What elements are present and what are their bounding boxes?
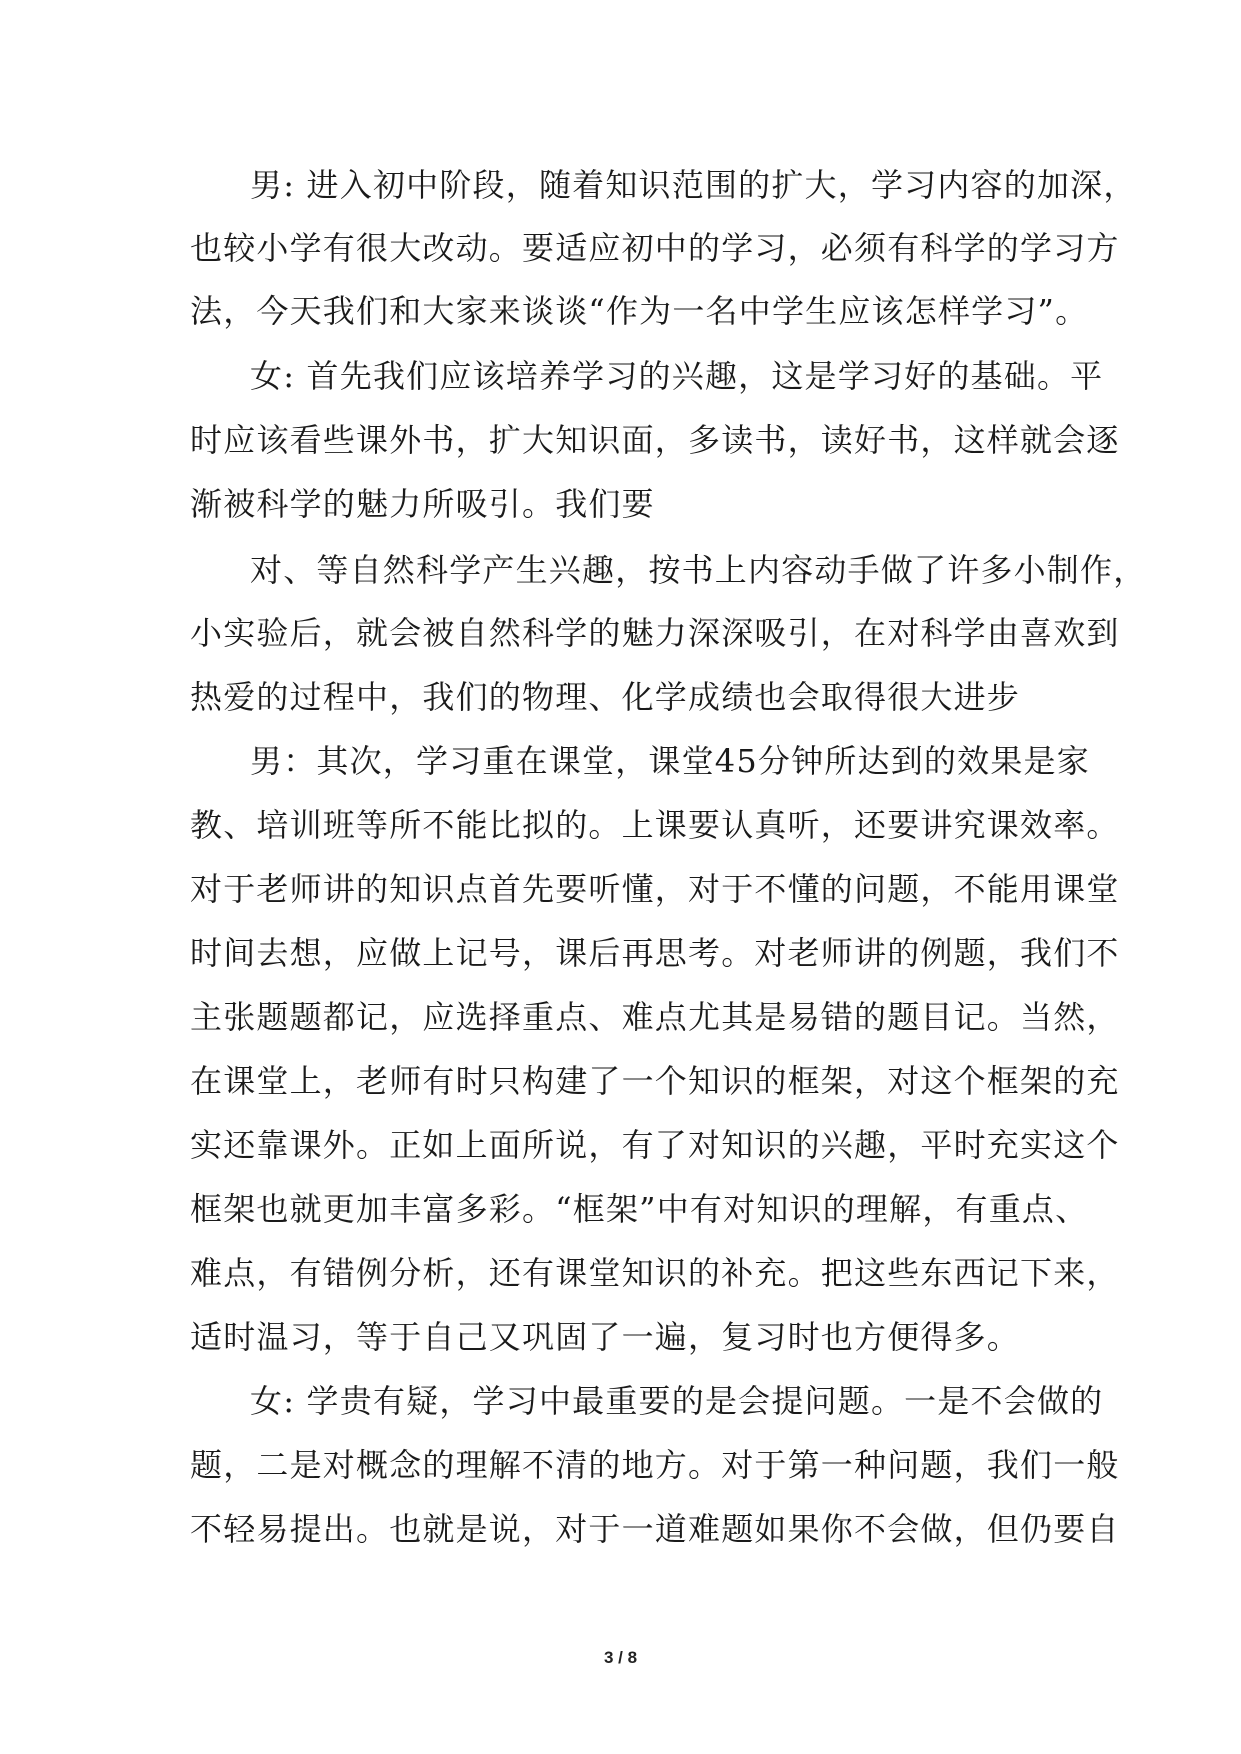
- text-line: 不轻易提出。也就是说，对于一道难题如果你不会做，但仍要自: [190, 1510, 1120, 1548]
- text-line: 热爱的过程中，我们的物理、化学成绩也会取得很大进步: [190, 678, 1021, 716]
- text-line: 女: 首先我们应该培养学习的兴趣，这是学习好的基础。平: [250, 357, 1104, 395]
- text-line: 渐被科学的魅力所吸引。我们要: [190, 485, 655, 523]
- text-line: 实还靠课外。正如上面所说，有了对知识的兴趣，平时充实这个: [190, 1126, 1120, 1164]
- text-line: 对、等自然科学产生兴趣，按书上内容动手做了许多小制作，: [250, 551, 1147, 589]
- text-line: 法，今天我们和大家来谈谈“作为一名中学生应该怎样学习”。: [190, 292, 1089, 330]
- text-line: 主张题题都记，应选择重点、难点尤其是易错的题目记。当然，: [190, 998, 1120, 1036]
- text-line: 女: 学贵有疑，学习中最重要的是会提问题。一是不会做的: [250, 1382, 1104, 1420]
- text-line: 时应该看些课外书，扩大知识面，多读书，读好书，这样就会逐: [190, 421, 1120, 459]
- page-number: 3 / 8: [603, 1648, 638, 1667]
- text-line: 小实验后，就会被自然科学的魅力深深吸引，在对科学由喜欢到: [190, 614, 1120, 652]
- text-line: 教、培训班等所不能比拟的。上课要认真听，还要讲究课效率。: [190, 806, 1120, 844]
- text-line: 时间去想，应做上记号，课后再思考。对老师讲的例题，我们不: [190, 934, 1120, 972]
- text-line: 男：其次，学习重在课堂，课堂45分钟所达到的效果是家: [250, 742, 1090, 780]
- text-line: 也较小学有很大改动。要适应初中的学习，必须有科学的学习方: [190, 229, 1120, 267]
- text-line: 适时温习，等于自己又巩固了一遍，复习时也方便得多。: [190, 1318, 1021, 1356]
- text-line: 框架也就更加丰富多彩。“框架”中有对知识的理解，有重点、: [190, 1190, 1089, 1228]
- text-line: 难点，有错例分析，还有课堂知识的补充。把这些东西记下来，: [190, 1254, 1120, 1292]
- text-line: 在课堂上，老师有时只构建了一个知识的框架，对这个框架的充: [190, 1062, 1120, 1100]
- text-line: 男: 进入初中阶段，随着知识范围的扩大，学习内容的加深，: [250, 166, 1137, 204]
- text-line: 对于老师讲的知识点首先要听懂，对于不懂的问题，不能用课堂: [190, 870, 1120, 908]
- text-line: 题，二是对概念的理解不清的地方。对于第一种问题，我们一般: [190, 1446, 1120, 1484]
